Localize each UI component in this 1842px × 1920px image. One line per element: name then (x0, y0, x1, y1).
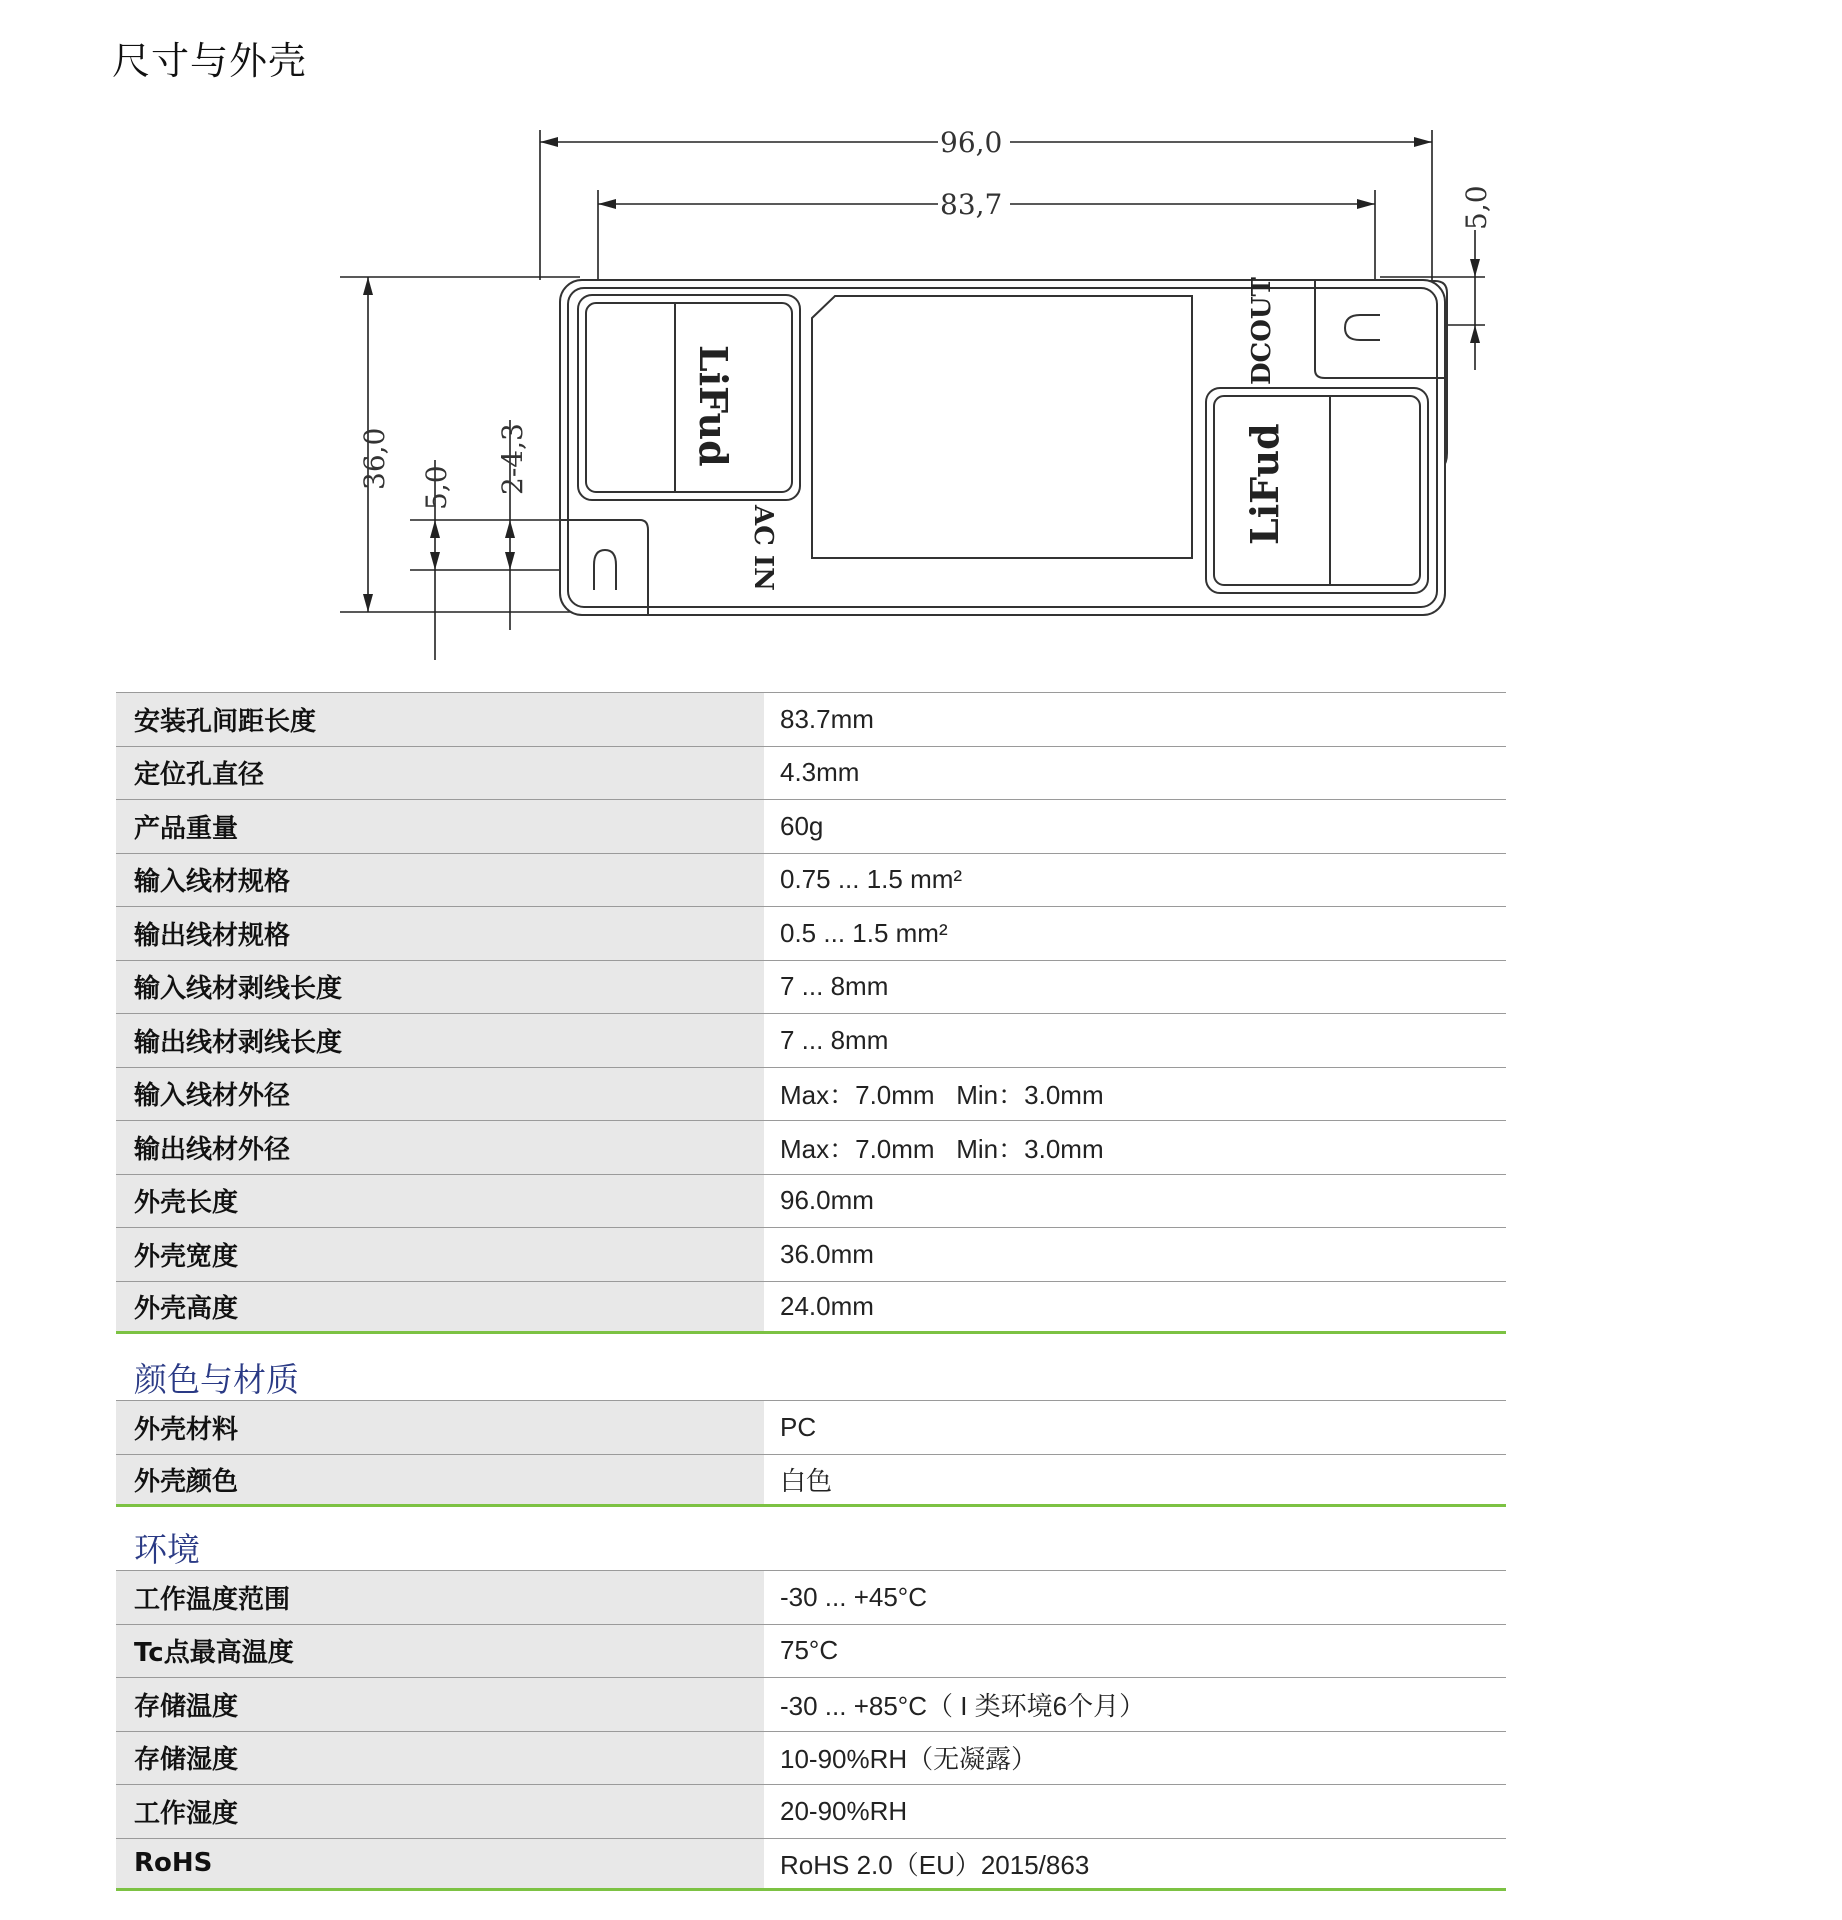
table-row (116, 1400, 1506, 1454)
table-row (116, 692, 1506, 746)
row-value: 20-90%RH (780, 1795, 908, 1826)
dimension-drawing (340, 120, 1520, 665)
row-label: RoHS (116, 1839, 764, 1889)
table-row (116, 1570, 1506, 1624)
table-row (116, 906, 1506, 960)
dim-overall-length: 96,0 (940, 126, 1003, 159)
row-value: 75°C (780, 1635, 839, 1666)
table-row (116, 1227, 1506, 1281)
row-value: 83.7mm (780, 703, 874, 734)
row-label: 输入线材剥线长度 (116, 961, 764, 1014)
label-dc-out: DCOUT (1247, 277, 1277, 385)
row-label: 输出线材外径 (116, 1121, 764, 1174)
row-value: -30 ... +85°C（ I 类环境6个月） (780, 1690, 1146, 1721)
section-heading-material: 颜色与材质 (134, 1360, 299, 1399)
logo-left: LiFud (691, 345, 736, 467)
row-label: 存储温度 (116, 1678, 764, 1731)
section-heading-environment: 环境 (134, 1530, 200, 1569)
row-label: 外壳长度 (116, 1175, 764, 1228)
table-row (116, 1624, 1506, 1678)
table-row (116, 746, 1506, 800)
dimensions-table (116, 692, 1506, 1334)
row-value: 60g (780, 810, 824, 841)
row-label: 外壳高度 (116, 1282, 764, 1332)
table-row (116, 1174, 1506, 1228)
dim-slot-right: 5,0 (1460, 185, 1493, 230)
environment-table (116, 1570, 1506, 1891)
logo-right: LiFud (1242, 423, 1287, 545)
row-value: 4.3mm (780, 757, 860, 788)
row-value: 10-90%RH（无凝露） (780, 1744, 1038, 1775)
table-row (116, 1281, 1506, 1335)
row-value: 7 ... 8mm (780, 1024, 889, 1055)
table-row (116, 960, 1506, 1014)
table-row (116, 799, 1506, 853)
table-row (116, 1013, 1506, 1067)
row-label: 输出线材剥线长度 (116, 1014, 764, 1067)
row-label: 外壳材料 (116, 1401, 764, 1454)
dim-hole-spacing: 83,7 (940, 188, 1003, 221)
row-label: 产品重量 (116, 800, 764, 853)
row-value: Max：7.0mm Min：3.0mm (780, 1080, 1104, 1111)
table-row (116, 1067, 1506, 1121)
dim-slot-left: 5,0 (420, 465, 453, 510)
table-row (116, 1731, 1506, 1785)
row-label: Tc点最高温度 (116, 1625, 764, 1678)
material-table (116, 1400, 1506, 1507)
row-label: 输入线材规格 (116, 854, 764, 907)
table-row (116, 1677, 1506, 1731)
row-label: 安装孔间距长度 (116, 693, 764, 746)
row-label: 输出线材规格 (116, 907, 764, 960)
table-row (116, 853, 1506, 907)
row-value: 96.0mm (780, 1185, 874, 1216)
dim-height: 36,0 (358, 427, 391, 490)
row-label: 工作温度范围 (116, 1571, 764, 1624)
table-row (116, 1784, 1506, 1838)
row-label: 工作湿度 (116, 1785, 764, 1838)
dim-hole: 2-4,3 (496, 423, 529, 495)
row-value: RoHS 2.0（EU）2015/863 (780, 1849, 1090, 1880)
row-label: 外壳宽度 (116, 1228, 764, 1281)
table-row (116, 1838, 1506, 1892)
table-row (116, 1120, 1506, 1174)
row-value: 0.75 ... 1.5 mm² (780, 864, 963, 895)
row-label: 定位孔直径 (116, 747, 764, 800)
row-value: Max：7.0mm Min：3.0mm (780, 1133, 1104, 1164)
row-label: 输入线材外径 (116, 1068, 764, 1121)
row-value: 24.0mm (780, 1290, 874, 1321)
row-value: PC (780, 1411, 817, 1442)
row-value: 36.0mm (780, 1238, 874, 1269)
row-label: 存储湿度 (116, 1732, 764, 1785)
row-value: -30 ... +45°C (780, 1581, 927, 1612)
row-value: 0.5 ... 1.5 mm² (780, 917, 948, 948)
table-row (116, 1454, 1506, 1508)
page-title: 尺寸与外壳 (112, 39, 308, 83)
label-ac-in: AC IN (748, 505, 778, 591)
row-value: 7 ... 8mm (780, 971, 889, 1002)
row-value: 白色 (780, 1465, 833, 1496)
row-label: 外壳颜色 (116, 1455, 764, 1505)
